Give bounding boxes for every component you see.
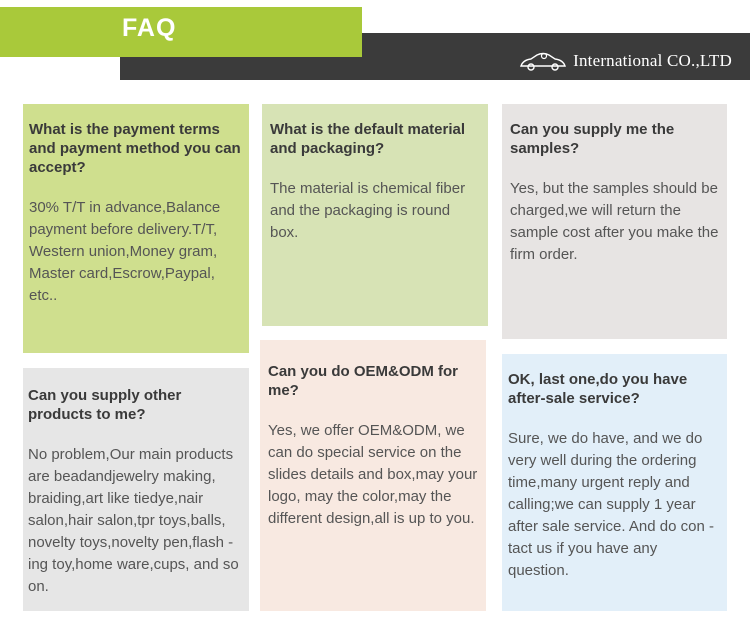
faq-card-samples	[502, 104, 727, 339]
faq-question: OK, last one,do you have after-sale service?	[508, 371, 688, 407]
car-logo-icon	[517, 50, 569, 72]
company-name: International CO.,LTD	[573, 51, 732, 70]
faq-question: What is the payment terms and payment method you can accept?	[29, 121, 241, 176]
faq-question: What is the default material and packaging?	[270, 121, 466, 157]
faq-answer: The material is chemical fiber and the packaging is round box.	[270, 180, 466, 241]
faq-question: Can you supply other products to me?	[28, 387, 182, 423]
faq-card-payment	[23, 104, 249, 353]
faq-card-after-sale	[502, 354, 727, 611]
faq-question: Can you supply me the samples?	[510, 121, 675, 157]
faq-answer: Sure, we do have, and we do very well during the ordering time,many urgent reply and calling;we can supply 1 year after sale service. And do con -tact us if you have any question.	[508, 430, 714, 579]
faq-card-products	[23, 368, 249, 611]
company-brand	[517, 50, 732, 72]
faq-answer: Yes, we offer OEM&ODM, we can do special service on the slides details and box,may your logo, may the color,may the different design,all is up to you.	[268, 422, 478, 527]
faq-answer: Yes, but the samples should be charged,we will return the sample cost after you make the firm order.	[510, 180, 719, 263]
faq-answer: No problem,Our main products are beadandjewelry making, braiding,art like tiedye,nair salon,hair salon,tpr toys,balls, novelty toys,novelty pen,flash -ing toy,home ware,cups, and so on.	[28, 446, 239, 595]
faq-card-material	[262, 104, 488, 326]
page-title: FAQ	[122, 14, 177, 42]
faq-card-oem	[260, 340, 486, 611]
faq-tab	[0, 7, 362, 57]
faq-question: Can you do OEM&ODM for me?	[268, 363, 458, 399]
faq-answer: 30% T/T in advance,Balance payment before delivery.T/T, Western union,Money gram, Master card,Escrow,Paypal, etc..	[29, 199, 221, 304]
